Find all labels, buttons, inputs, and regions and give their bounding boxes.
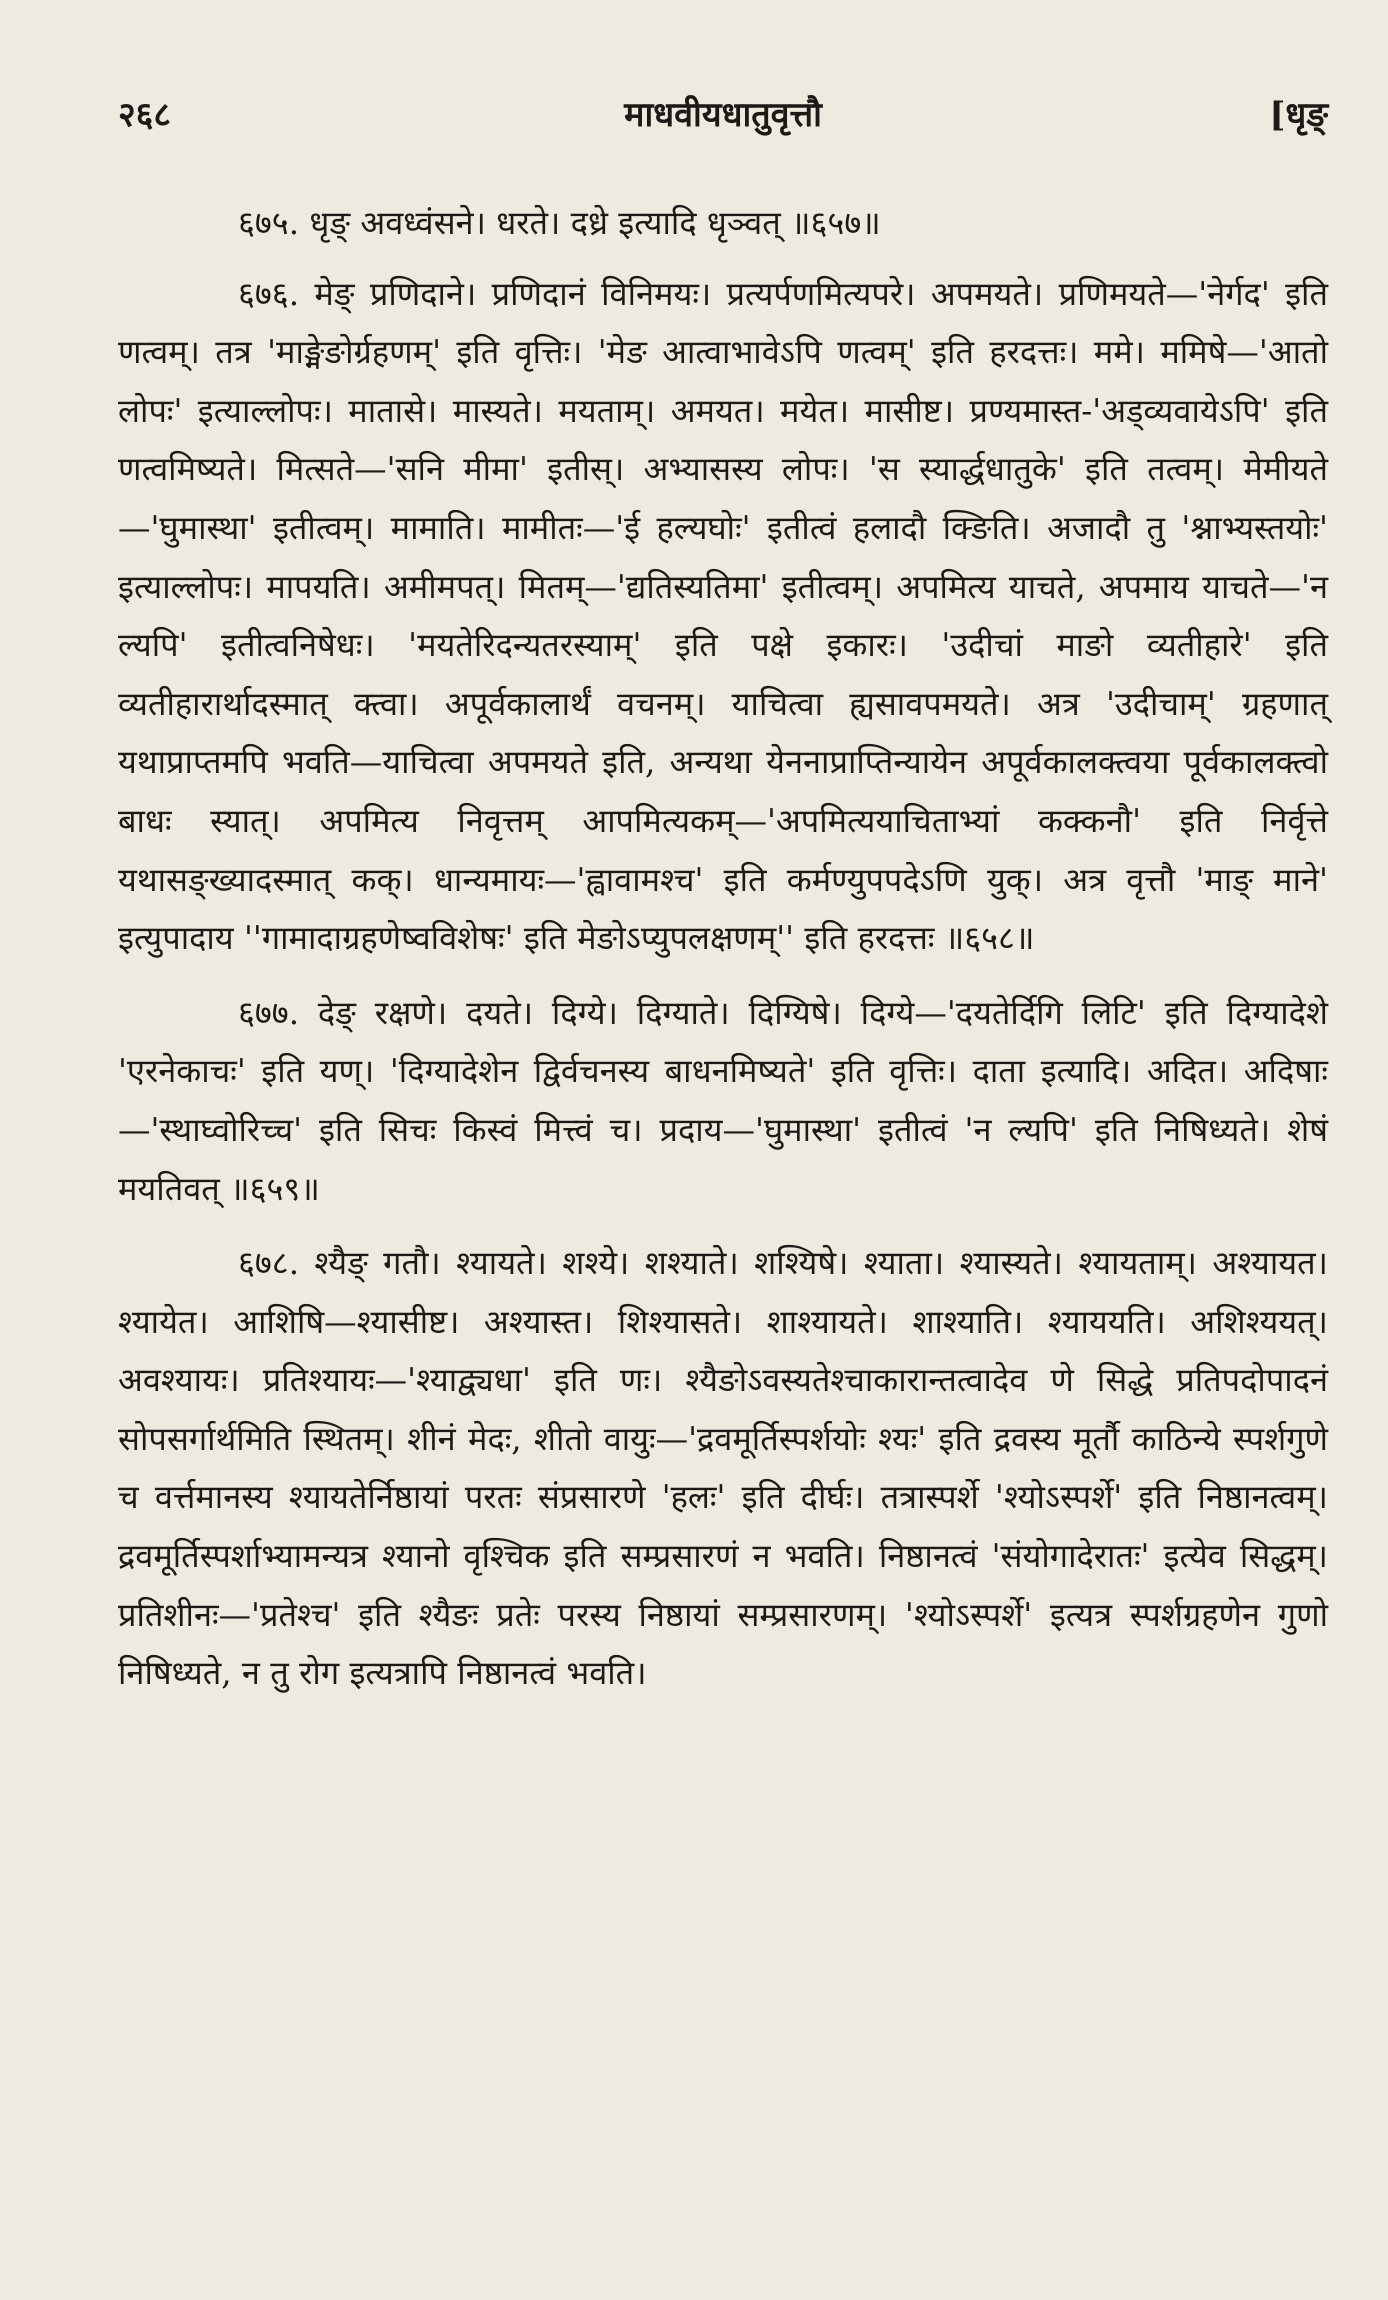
page-body bbox=[118, 194, 1328, 1703]
paragraph-676: ६७६. मेङ् प्रणिदाने। प्रणिदानं विनिमयः। प्रत्यर्पणमित्यपरे। अपमयते। प्रणिमयते—'नेर्गद' इति णत्वम्। तत्र 'माङ्मेङोर्ग्रहणम्' इति वृत्तिः। 'मेङ आत्वाभावेऽपि णत्वम्' इति हरदत्तः। ममे। ममिषे—'आतो लोपः' इत्याल्लोपः। मातासे। मास्यते। मयताम्। अमयत। मयेत। मासीष्ट। प्रण्यमास्त-'अड्व्यवायेऽपि' इति णत्वमिष्यते। मित्सते—'सनि मीमा' इतीस्। अभ्यासस्य लोपः। 'स स्यार्द्धधातुके' इति तत्वम्। मेमीयते—'घुमास्था' इतीत्वम्। मामाति। मामीतः—'ई हल्यघोः' इतीत्वं हलादौ क्ङिति। अजादौ तु 'श्नाभ्यस्तयोः' इत्याल्लोपः। मापयति। अमीमपत्। मितम्—'द्यतिस्यतिमा' इतीत्वम्। अपमित्य याचते, अपमाय याचते—'न ल्यपि' इतीत्वनिषेधः। 'मयतेरिदन्यतरस्याम्' इति पक्षे इकारः। 'उदीचां माङो व्यतीहारे' इति व्यतीहारार्थादस्मात् क्त्वा। अपूर्वकालार्थं वचनम्। याचित्वा ह्यसावपमयते। अत्र 'उदीचाम्' ग्रहणात् यथाप्राप्तमपि भवति—याचित्वा अपमयते इति, अन्यथा येननाप्राप्तिन्यायेन अपूर्वकालक्त्वया पूर्वकालक्त्वो बाधः स्यात्। अपमित्य निवृत्तम् आपमित्यकम्—'अपमित्ययाचिताभ्यां कक्कनौ' इति निर्वृत्ते यथासङ्ख्यादस्मात् कक्। धान्यमायः—'ह्वावामश्च' इति कर्मण्युपपदेऽणि युक्। अत्र वृत्तौ 'माङ् माने' इत्युपादाय ''गामादाग्रहणेष्वविशेषः' इति मेङोऽप्युपलक्षणम्'' इति हरदत्तः ॥६५८॥ bbox=[118, 274, 1328, 958]
paragraph-675: ६७५. धृङ् अवध्वंसने। धरते। दध्रे इत्यादि धृञ्वत् ॥६५७॥ bbox=[238, 204, 881, 242]
page-number: २६८ bbox=[118, 95, 172, 135]
paragraph-677: ६७७. देङ् रक्षणे। दयते। दिग्ये। दिग्याते। दिग्यिषे। दिग्ये—'दयतेर्दिगि लिटि' इति दिग्यादेशे 'एरनेकाचः' इति यण्। 'दिग्यादेशेन द्विर्वचनस्य बाधनमिष्यते' इति वृत्तिः। दाता इत्यादि। अदित। अदिषाः—'स्थाघ्वोरिच्च' इति सिचः किस्वं मित्त्वं च। प्रदाय—'घुमास्था' इतीत्वं 'न ल्यपि' इति निषिध्यते। शेषं मयतिवत् ॥६५९॥ bbox=[118, 993, 1328, 1208]
running-title: माधवीयधातुवृत्तौ bbox=[624, 95, 822, 135]
running-header bbox=[118, 90, 1328, 150]
paragraph-678: ६७८. श्यैङ् गतौ। श्यायते। शश्ये। शश्याते। शश्यिषे। श्याता। श्यास्यते। श्यायताम्। अश्यायत। श्यायेत। आशिषि—श्यासीष्ट। अश्यास्त। शिश्यासते। शाश्यायते। शाश्याति। श्याययति। अशिश्ययत्। अवश्यायः। प्रतिश्यायः—'श्याद्व्यधा' इति णः। श्यैङोऽवस्यतेश्चाकारान्तत्वादेव णे सिद्धे प्रतिपदोपादनं सोपसर्गार्थमिति स्थितम्। शीनं मेदः, शीतो वायुः—'द्रवमूर्तिस्पर्शयोः श्यः' इति द्रवस्य मूर्तौ काठिन्ये स्पर्शगुणे च वर्त्तमानस्य श्यायतेर्निष्ठायां परतः संप्रसारणे 'हलः' इति दीर्घः। तत्रास्पर्शे 'श्योऽस्पर्शे' इति निष्ठानत्वम्। द्रवमूर्तिस्पर्शाभ्यामन्यत्र श्यानो वृश्चिक इति सम्प्रसारणं न भवति। निष्ठानत्वं 'संयोगादेरातः' इत्येव सिद्धम्। प्रतिशीनः—'प्रतेश्च' इति श्यैङः प्रतेः परस्य निष्ठायां सम्प्रसारणम्। 'श्योऽस्पर्शे' इत्यत्र स्पर्शग्रहणेन गुणो निषिध्यते, न तु रोग इत्यत्रापि निष्ठानत्वं भवति। bbox=[118, 1244, 1328, 1693]
section-marker: [धृङ् bbox=[1269, 95, 1328, 135]
